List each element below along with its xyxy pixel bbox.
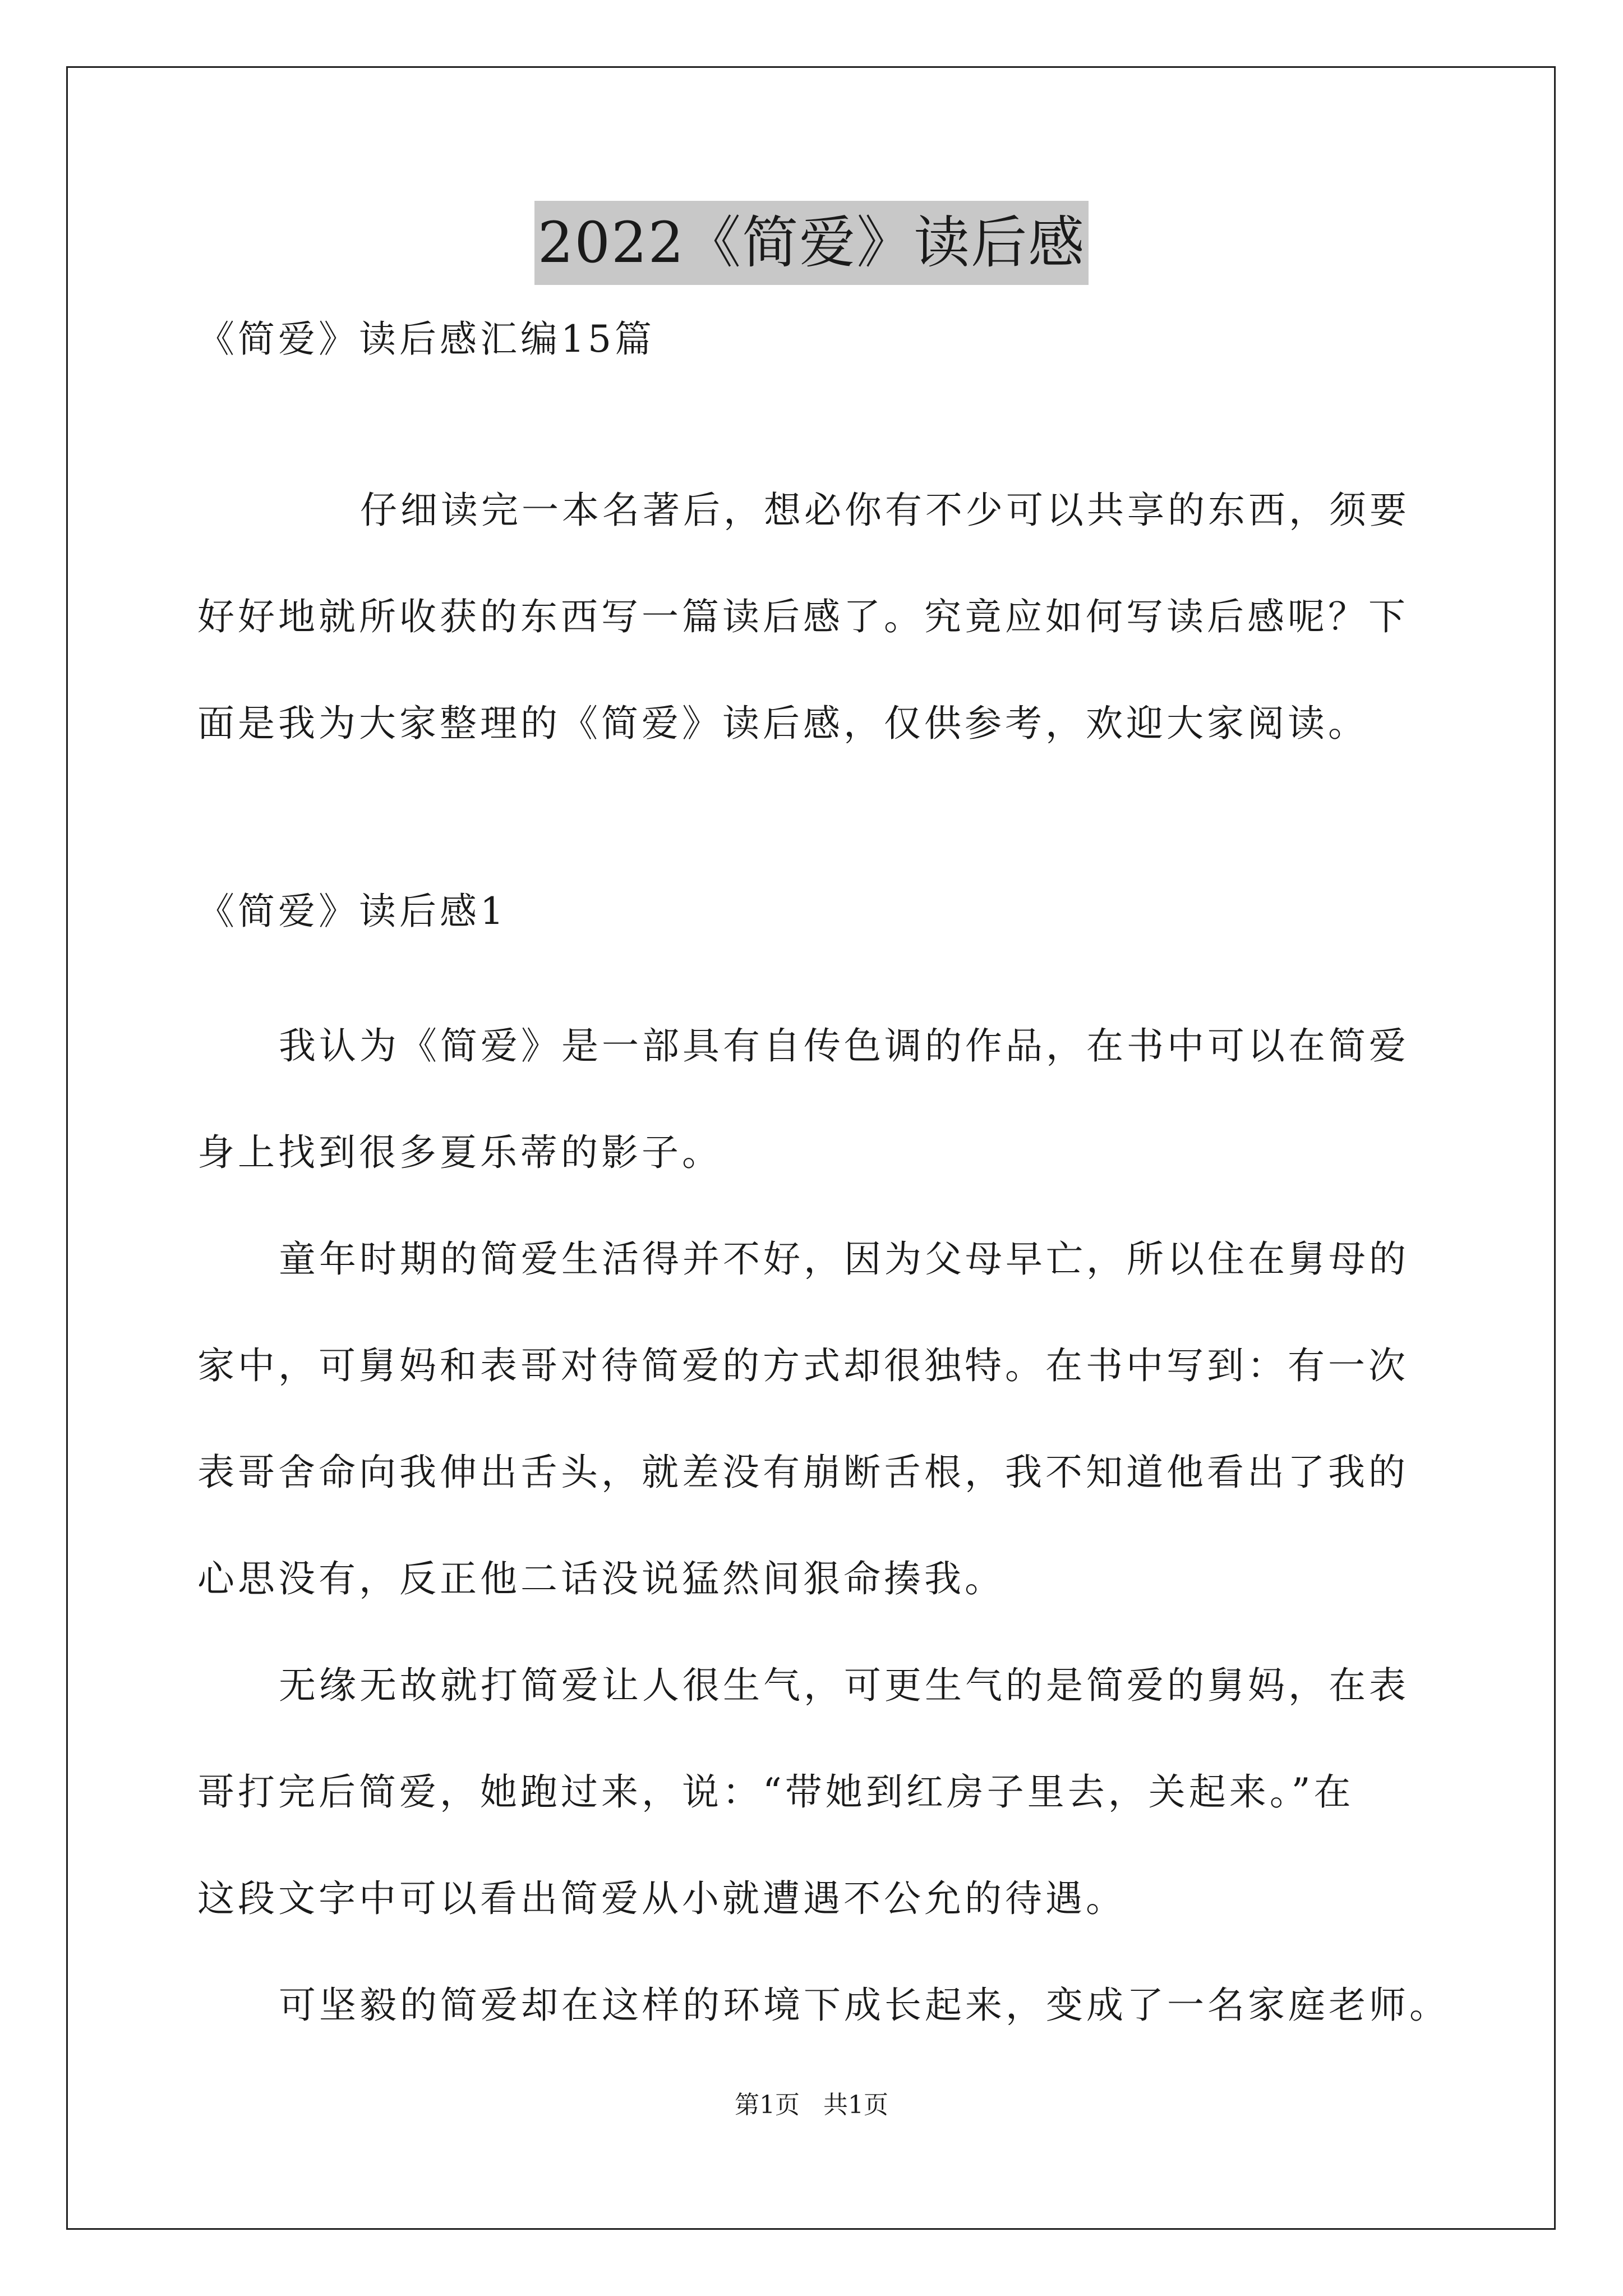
paragraph	[197, 993, 1431, 1206]
intro-line: 好好地就所收获的东西写一篇读后感了。究竟应如何写读后感呢？下	[197, 595, 1409, 638]
intro-line: 面是我为大家整理的《简爱》读后感，仅供参考，欢迎大家阅读。	[197, 702, 1368, 745]
paragraph	[197, 1206, 1431, 1632]
paragraph-line: 可坚毅的简爱却在这样的环境下成长起来，变成了一名家庭老师。	[279, 1984, 1450, 2027]
page-footer	[0, 2086, 1623, 2125]
paragraph-line: 童年时期的简爱生活得并不好，因为父母早亡，所以住在舅母的	[279, 1237, 1409, 1281]
paragraph-line: 心思没有，反正他二话没说猛然间狠命揍我。	[197, 1557, 1005, 1600]
paragraph-line: 无缘无故就打简爱让人很生气，可更生气的是简爱的舅妈，在表	[279, 1664, 1409, 1707]
paragraph-line: 身上找到很多夏乐蒂的影子。	[197, 1131, 722, 1174]
paragraph-line: 这段文字中可以看出简爱从小就遭遇不公允的待遇。	[197, 1877, 1126, 1920]
paragraph	[197, 1952, 1450, 2059]
body-text	[197, 993, 1450, 2059]
title-container	[0, 201, 1623, 285]
page-number: 第1页	[735, 2091, 800, 2119]
document-subtitle: 《简爱》读后感汇编15篇	[197, 318, 655, 361]
paragraph	[197, 1632, 1431, 1952]
paragraph-line: 我认为《简爱》是一部具有自传色调的作品，在书中可以在简爱	[279, 1024, 1409, 1068]
footer-spacer	[800, 2091, 823, 2119]
section-heading: 《简爱》读后感1	[197, 890, 507, 933]
paragraph-line: 家中，可舅妈和表哥对待简爱的方式却很独特。在书中写到：有一次	[197, 1344, 1409, 1387]
page-total: 共1页	[823, 2091, 888, 2119]
document-title: 2022《简爱》读后感	[534, 201, 1089, 285]
intro-line: 仔细读完一本名著后，想必你有不少可以共享的东西，须要	[360, 489, 1410, 532]
paragraph-line: 哥打完后简爱，她跑过来，说：“带她到红房子里去，关起来。”在	[197, 1770, 1354, 1814]
paragraph-line: 表哥舍命向我伸出舌头，就差没有崩断舌根，我不知道他看出了我的	[197, 1451, 1409, 1494]
intro-paragraph	[197, 457, 1431, 777]
